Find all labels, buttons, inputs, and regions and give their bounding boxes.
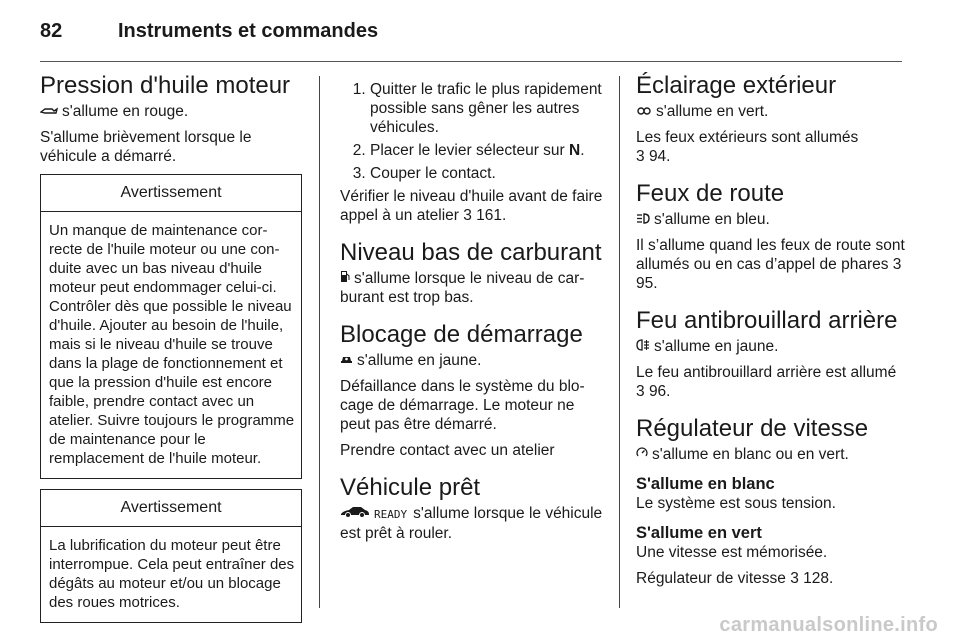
page-header (0, 0, 960, 62)
column-divider (319, 76, 320, 608)
warning-body: Un manque de maintenance correcte de l'huile moteur ou une conduite avec un bas niveau d'huile moteur peut endommager celui-ci. Contrôler dès que possible le niveau d'huile. Ajouter au besoin de l'huile, mais si le niveau d'huile se trouve dans la plage de fonctionnement et que la pression d'huile est encore faible, prendre contact avec un atelier. Suivre toujours le programme de maintenance pour le remplacement de l'huile moteur. (49, 222, 295, 467)
paragraph: READY s'allume lorsque le véhicule est prêt à rouler. (340, 505, 603, 542)
paragraph: Une vitesse est mémorisée. (636, 544, 828, 561)
status-line: s'allume en blanc ou en vert. (636, 445, 906, 464)
paragraph: Prendre contact avec un atelier (340, 442, 555, 459)
paragraph: Défaillance dans le système du blocage de démarrage. Le moteur ne peut pas être démarré. (340, 378, 585, 433)
fuel-pump-icon (340, 269, 350, 288)
paragraph: Les feux extérieurs sont allumés 3 94. (636, 129, 859, 165)
section-heading: Niveau bas de carburant (340, 239, 602, 266)
warning-title: Avertissement (41, 175, 301, 212)
paragraph: s'allume lorsque le niveau de carburant est trop bas. (340, 270, 585, 306)
status-text: s'allume en rouge. (62, 103, 189, 120)
warning-body: La lubrification du moteur peut être interrompue. Cela peut entraîner des dégâts au moteur et/ou un blocage des roues motrices. (49, 537, 295, 611)
paragraph: Vérifier le niveau d'huile avant de faire appel à un atelier 3 161. (340, 188, 603, 224)
cruise-control-icon (636, 445, 648, 464)
status-line: s'allume en bleu. (636, 210, 906, 229)
high-beam-icon (636, 210, 650, 229)
section-heading: Éclairage extérieur (636, 72, 837, 99)
section-heading: Pression d'huile moteur (40, 72, 291, 99)
header-rule (40, 61, 902, 62)
page-number: 82 (40, 20, 63, 42)
warning-box (40, 489, 302, 623)
list-item: 3. Couper le contact. (370, 164, 605, 183)
reference-arrow-icon: 3 (790, 570, 799, 587)
middle-column (340, 72, 605, 550)
paragraph: S'allume brièvement lorsque le véhicule a démarré. (40, 129, 252, 165)
reference-arrow-icon: 3 (463, 207, 472, 224)
list-item: 2. Placer le levier sélecteur sur N. (370, 141, 605, 160)
status-line (40, 102, 302, 121)
paragraph: Régulateur de vitesse 3 128. (636, 570, 834, 587)
page-title: Instruments et commandes (118, 20, 379, 42)
paragraph: Il s’allume quand les feux de route sont allumés ou en cas d’appel de phares 3 95. (636, 237, 905, 292)
warning-title: Avertissement (41, 490, 301, 527)
oil-pressure-icon (40, 102, 58, 121)
watermark: carmanualsonline.info (719, 614, 938, 636)
rear-fog-light-icon (636, 337, 650, 356)
section-heading: Feux de route (636, 180, 785, 207)
sub-heading: S'allume en blanc (636, 475, 775, 493)
left-column (40, 72, 302, 633)
status-line: s'allume en jaune. (636, 337, 906, 356)
right-column (636, 72, 906, 595)
immobiliser-icon (340, 351, 353, 370)
section-heading: Véhicule prêt (340, 474, 481, 501)
warning-box (40, 174, 302, 479)
ready-label: READY (374, 508, 408, 521)
car-icon (340, 504, 370, 523)
status-line: s'allume en vert. (636, 102, 906, 121)
paragraph: Le système est sous tension. (636, 495, 836, 512)
reference-arrow-icon: 3 (892, 256, 902, 273)
section-heading: Régulateur de vitesse (636, 415, 869, 442)
list-item: 1. Quitter le trafic le plus rapidement possible sans gêner les autres véhicules. (370, 80, 605, 137)
column-divider (619, 76, 620, 608)
status-line: s'allume en jaune. (340, 351, 605, 370)
sub-heading: S'allume en vert (636, 524, 762, 542)
reference-arrow-icon: 3 (636, 148, 645, 165)
exterior-light-icon (636, 102, 652, 121)
paragraph: Le feu antibrouillard arrière est allumé 3 96. (636, 364, 897, 400)
section-heading: Feu antibrouillard arrière (636, 307, 898, 334)
reference-arrow-icon: 3 (636, 383, 645, 400)
section-heading: Blocage de démarrage (340, 321, 583, 348)
steps-list (340, 80, 605, 183)
